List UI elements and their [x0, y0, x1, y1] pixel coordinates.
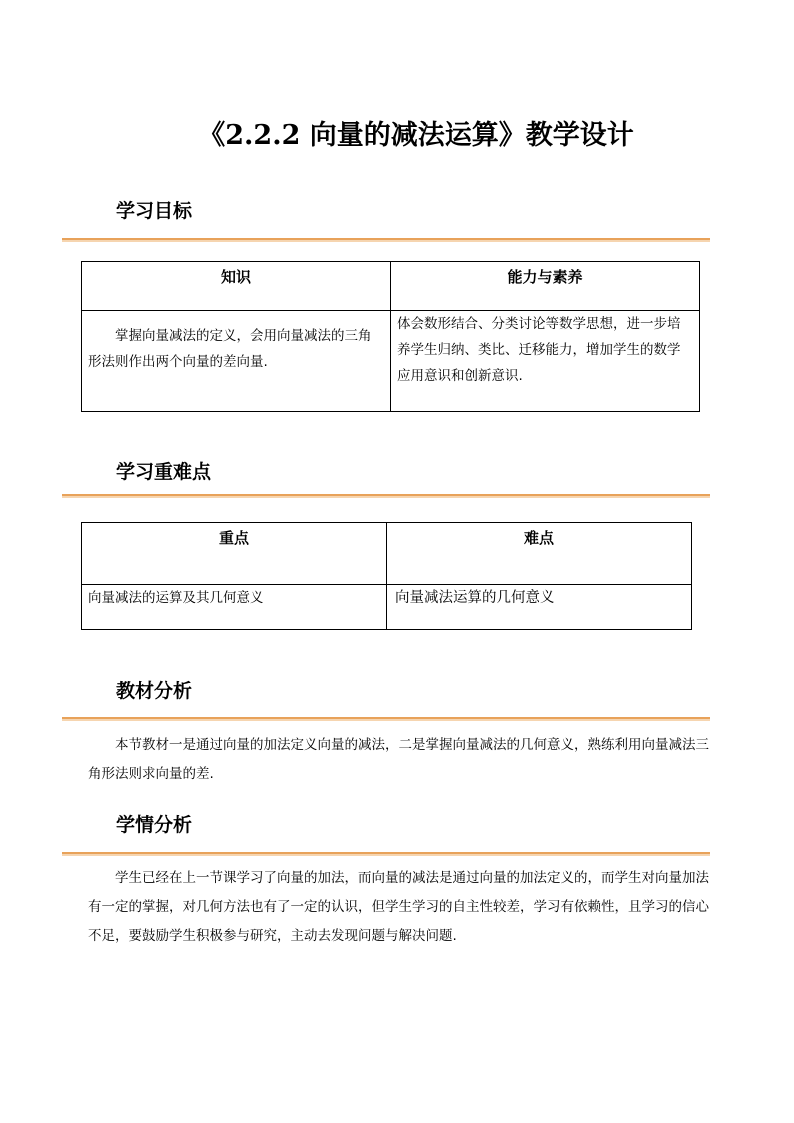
- section-heading-student-analysis: 学情分析: [116, 814, 193, 836]
- ability-text: 体会数形结合、分类讨论等数学思想，进一步培养学生归纳、类比、迁移能力，增加学生的数学应用意识和创新意识.: [397, 316, 681, 384]
- table-cell-knowledge: [82, 311, 391, 412]
- table-header-key-point: 重点: [82, 523, 387, 585]
- table-cell-difficulty: [387, 585, 692, 630]
- section-divider: [62, 494, 710, 498]
- section-divider: [62, 717, 710, 721]
- document-title: 《2.2.2 向量的减法运算》教学设计: [198, 120, 634, 151]
- section-divider: [62, 852, 710, 856]
- section-heading-key-points: 学习重难点: [116, 461, 212, 483]
- table-cell-ability: [391, 311, 700, 412]
- table-cell-key-point: [82, 585, 387, 630]
- section-heading-objectives: 学习目标: [116, 200, 193, 222]
- objectives-table: [81, 261, 700, 412]
- table-header-knowledge: 知识: [82, 262, 391, 311]
- section-divider: [62, 238, 710, 242]
- table-header-difficulty: 难点: [387, 523, 692, 585]
- table-header-ability: 能力与素养: [391, 262, 700, 311]
- key-points-table: [81, 522, 692, 630]
- textbook-analysis-paragraph: 本节教材一是通过向量的加法定义向量的减法，二是掌握向量减法的几何意义，熟练利用向量减法三角形法则求向量的差.: [88, 737, 709, 782]
- section-heading-textbook-analysis: 教材分析: [116, 680, 193, 702]
- student-analysis-paragraph: 学生已经在上一节课学习了向量的加法，而向量的减法是通过向量的加法定义的，而学生对向量加法有一定的掌握，对几何方法也有了一定的认识，但学生学习的自主性较差，学习有依赖性，且学习的信心不足，要鼓励学生积极参与研究，主动去发现问题与解决问题.: [88, 870, 709, 944]
- knowledge-text: 掌握向量减法的定义，会用向量减法的三角形法则作出两个向量的差向量.: [88, 328, 372, 370]
- difficulty-text: 向量减法运算的几何意义: [395, 590, 555, 606]
- key-point-text: 向量减法的运算及其几何意义: [88, 590, 264, 606]
